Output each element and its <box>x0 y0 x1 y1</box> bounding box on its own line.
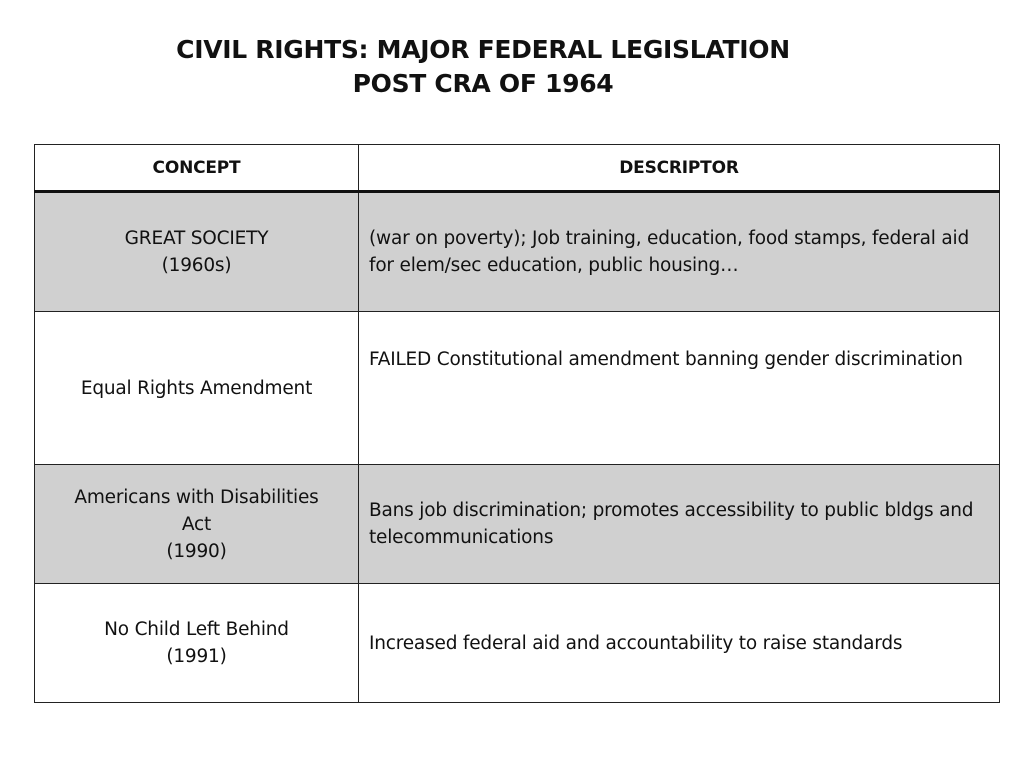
table-row <box>35 584 1000 703</box>
concept-date: (1991) <box>166 646 227 667</box>
descriptor-cell: Increased federal aid and accountability to raise standards <box>359 584 1000 703</box>
concept-name: No Child Left Behind <box>104 619 289 640</box>
concept-cell <box>35 192 359 312</box>
concept-date: (1960s) <box>161 255 232 276</box>
concept-name: Americans with Disabilities <box>74 486 319 508</box>
concept-name-continued: Act <box>181 513 212 535</box>
table-header <box>35 145 1000 192</box>
descriptor-cell: (war on poverty); Job training, education, food stamps, federal aid for elem/sec education, public housing… <box>359 192 1000 312</box>
table-row <box>35 312 1000 465</box>
slide-title-line-2: POST CRA OF 1964 <box>352 69 614 98</box>
legislation-table <box>34 144 1000 703</box>
concept-column-header: CONCEPT <box>35 145 359 192</box>
concept-cell <box>35 312 359 465</box>
concept-cell <box>35 465 359 584</box>
table-body <box>35 192 1000 703</box>
concept-name: Equal Rights Amendment <box>80 377 313 399</box>
table-row <box>35 192 1000 312</box>
table-row <box>35 465 1000 584</box>
slide-title <box>0 33 966 101</box>
concept-cell <box>35 584 359 703</box>
descriptor-column-header: DESCRIPTOR <box>359 145 1000 192</box>
slide-title-line-1: CIVIL RIGHTS: MAJOR FEDERAL LEGISLATION <box>176 35 790 64</box>
concept-date: (1990) <box>166 540 227 562</box>
descriptor-cell: FAILED Constitutional amendment banning gender discrimination <box>359 312 1000 465</box>
descriptor-cell: Bans job discrimination; promotes accessibility to public bldgs and telecommunications <box>359 465 1000 584</box>
concept-name: GREAT SOCIETY <box>124 228 269 249</box>
header-row <box>35 145 1000 192</box>
